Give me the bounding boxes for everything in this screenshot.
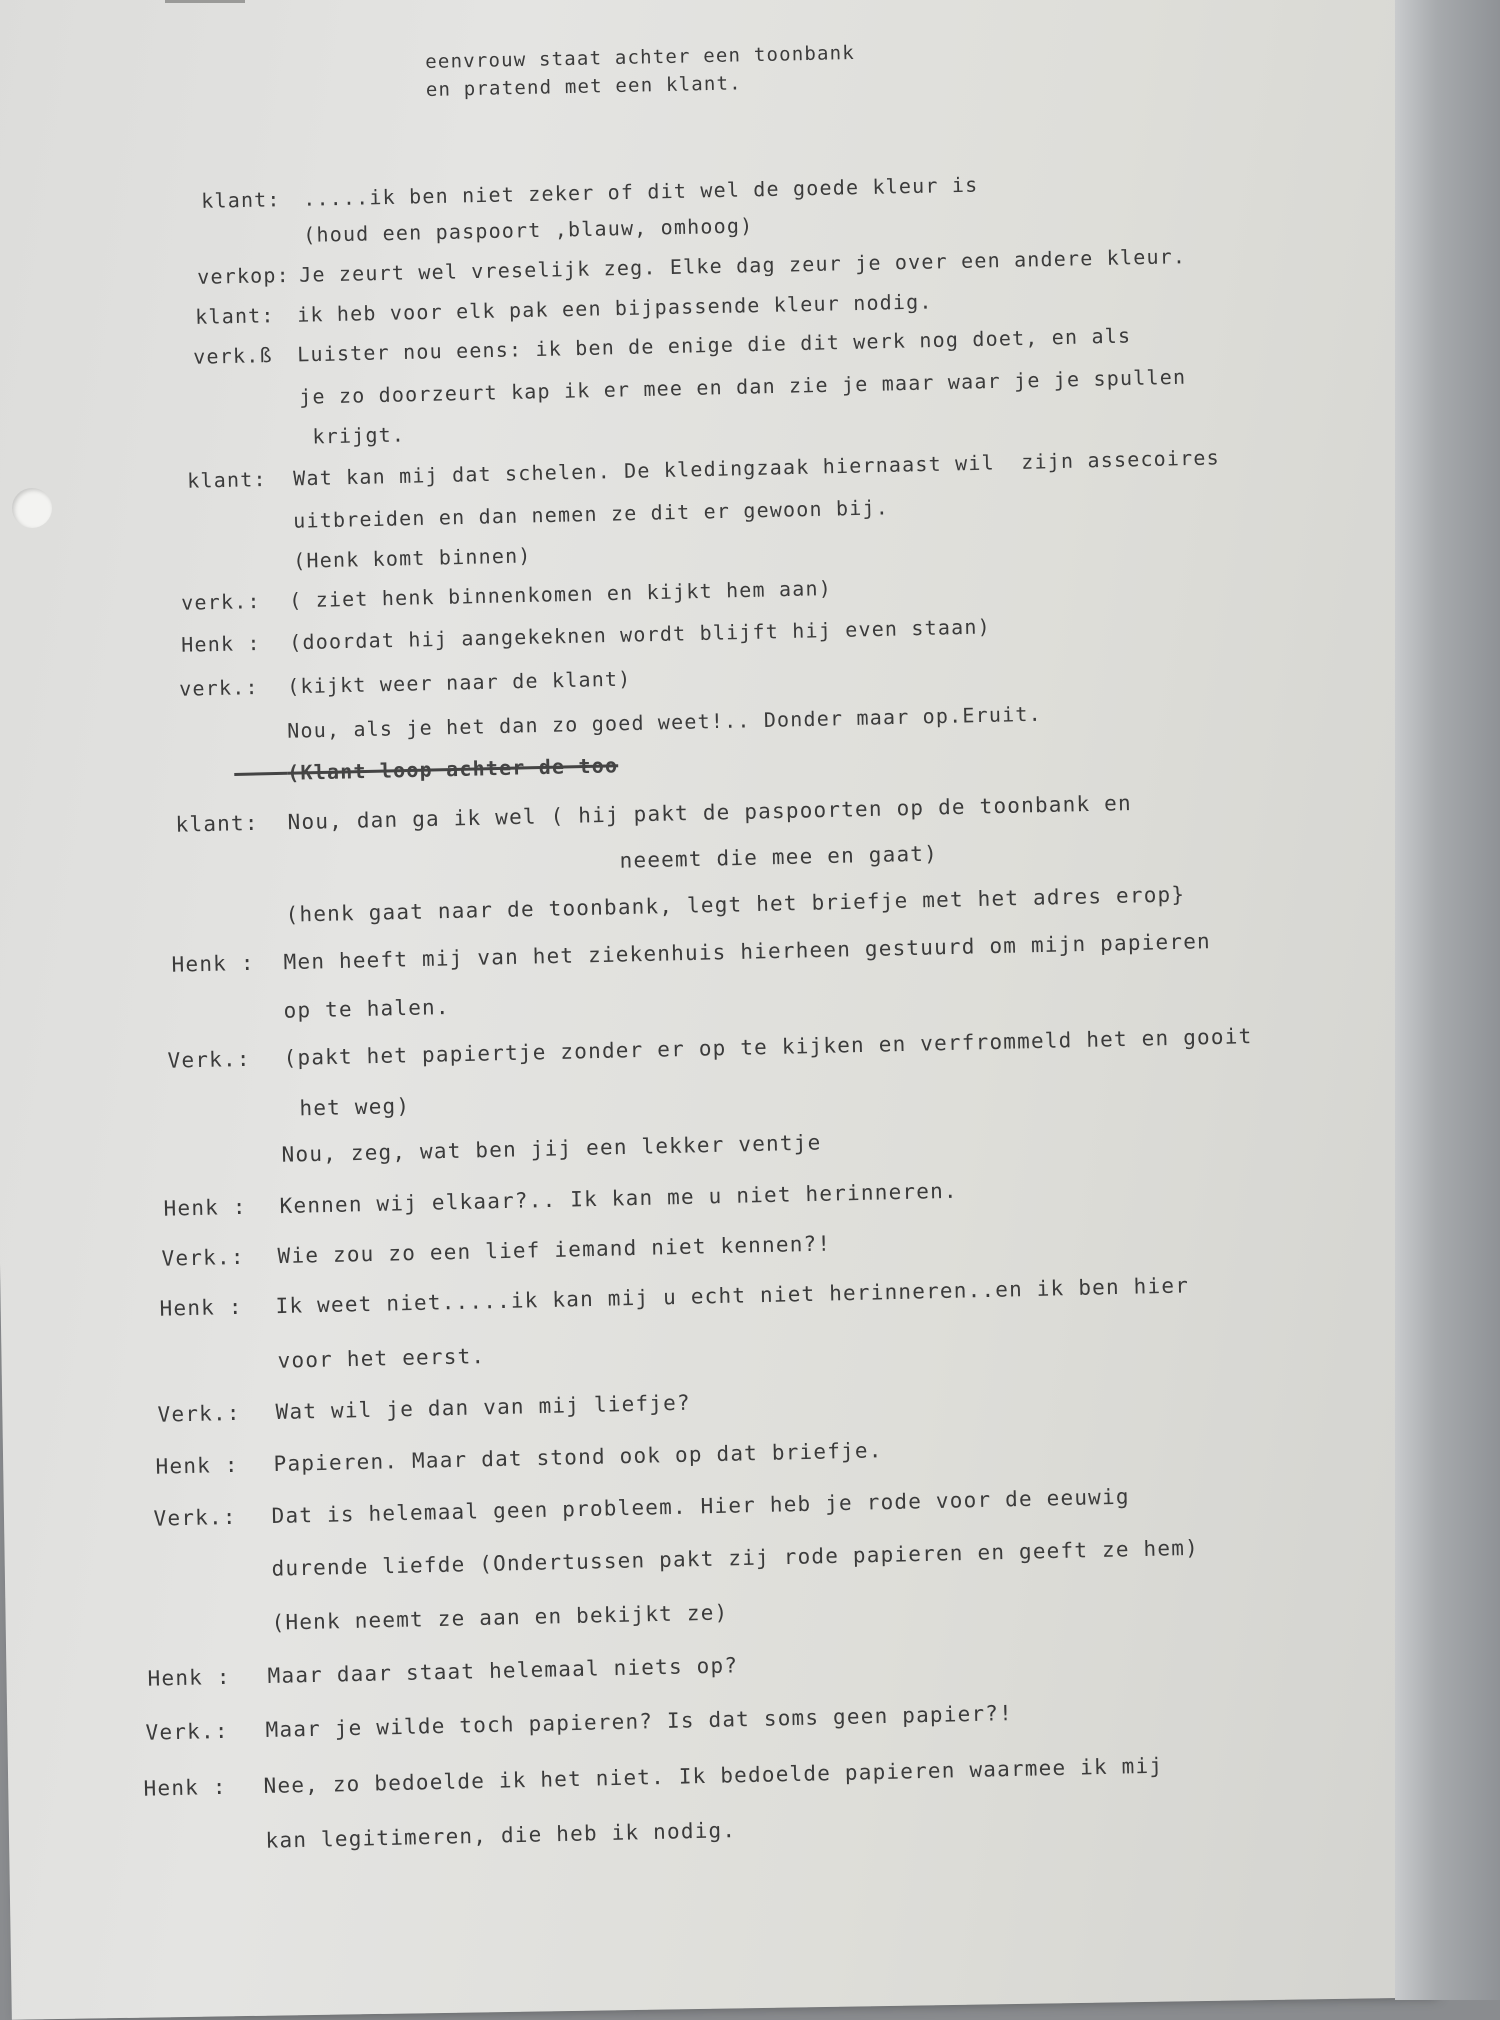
speaker-label: verkop: — [196, 262, 291, 289]
line-text: Je zeurt wel vreselijk zeg. Elke dag zeur je over een andere kleur. — [298, 244, 1187, 287]
line-text: (houd een paspoort ,blauw, omhoog) — [302, 213, 754, 247]
line-text: durende liefde (Ondertussen pakt zij rode papieren en geeft ze hem) — [271, 1535, 1200, 1581]
speaker-label: Henk : — [171, 950, 255, 977]
struck-out-line — [233, 729, 618, 786]
dialogue-line — [91, 1629, 738, 1692]
line-text: Nou, dan ga ik wel ( hij pakt de paspoorten op de toonbank en — [287, 791, 1133, 835]
line-text: (kijkt weer naar de klant) — [286, 666, 632, 699]
line-text: je zo doorzeurt kap ik er mee en dan zie je maar waar je je spullen — [298, 364, 1187, 409]
line-text: Wie zou zo een lief iemand niet kennen?! — [277, 1231, 832, 1269]
speaker-label: verk.: — [180, 588, 261, 615]
line-text: voor het eerst. — [277, 1344, 486, 1373]
header-line-2: en pratend met een klant. — [425, 72, 743, 101]
line-text: Men heeft mij van het ziekenhuis hierheen gestuurd om mijn papieren — [283, 929, 1212, 975]
line-text: Wat kan mij dat schelen. De kledingzaak hiernaast wil zijn assecoires — [292, 445, 1221, 491]
line-text: kan legitimeren, die heb ik nodig. — [265, 1818, 737, 1853]
line-text: ( ziet henk binnenkomen en kijkt hem aan) — [288, 576, 833, 613]
speaker-label: Henk : — [143, 1774, 227, 1801]
line-text: Luister nou eens: ik ben de enige die dit werk nog doet, en als — [296, 323, 1132, 367]
line-text: Ik weet niet.....ik kan mij u echt niet herinneren..en ik ben hier — [275, 1273, 1190, 1319]
header-line-1: eenvrouw staat achter een toonbank — [425, 41, 856, 73]
line-text: uitbreiden en dan nemen ze dit er gewoon bij. — [292, 495, 890, 533]
line-text: het weg) — [285, 1093, 411, 1121]
line-text: Nou, als je het dan zo goed weet!.. Donder maar op.Eruit. — [286, 701, 1043, 743]
dialogue-line — [209, 1794, 736, 1854]
speaker-label: verk.: — [178, 674, 259, 701]
speaker-label: klant: — [175, 810, 259, 837]
speaker-label: Henk : — [147, 1664, 231, 1691]
speaker-label: Henk : — [180, 630, 261, 657]
dialogue-line — [229, 1070, 410, 1122]
line-text: krijgt. — [298, 422, 406, 449]
speaker-label: Henk : — [163, 1194, 247, 1221]
stage-direction-header — [425, 39, 856, 104]
line-text: ik heb voor elk pak een bijpassende kleur nodig. — [296, 289, 933, 327]
speaker-label: klant: — [194, 303, 275, 329]
speaker-label: Verk.: — [145, 1718, 229, 1745]
line-text: Wat wil je dan van mij liefje? — [275, 1390, 692, 1425]
speaker-label: klant: — [200, 187, 281, 213]
background-surface — [1395, 0, 1500, 2000]
line-text: op te halen. — [283, 994, 450, 1023]
speaker-label: Verk.: — [153, 1504, 237, 1531]
line-text: (Klant loop achter de too — [286, 753, 619, 785]
line-text: (henk gaat naar de toonbank, legt het briefje met het adres erop} — [285, 882, 1186, 927]
speaker-label: Verk.: — [167, 1046, 251, 1073]
speaker-label: klant: — [186, 466, 267, 493]
speaker-label: Verk.: — [161, 1244, 245, 1271]
line-text: Maar daar staat helemaal niets op? — [267, 1653, 739, 1689]
line-text: (pakt het papiertje zonder er op te kijken en verfrommeld het en gooit — [283, 1024, 1253, 1071]
line-text: Kennen wij elkaar?.. Ik kan me u niet herinneren. — [279, 1178, 959, 1219]
line-text: (Henk komt binnen) — [292, 543, 532, 573]
speaker-label: Henk : — [159, 1294, 243, 1321]
dialogue-line — [215, 1576, 728, 1636]
dialogue-line — [101, 1367, 691, 1428]
line-text: Papieren. Maar dat stond ook op dat briefje. — [273, 1438, 883, 1477]
speaker-label: Henk : — [155, 1452, 239, 1479]
line-text: Nou, zeg, wat ben jij een lekker ventje — [281, 1130, 822, 1167]
dialogue-line — [221, 1320, 485, 1374]
line-text: (Henk neemt ze aan en bekijkt ze) — [271, 1600, 729, 1635]
dialogue-line — [227, 971, 450, 1024]
line-text: neeemt die mee en gaat) — [619, 841, 939, 873]
line-text: .....ik ben niet zeker of dit wel de goede kleur is — [302, 172, 979, 211]
line-text: (doordat hij aangekeknen wordt blijft hij even staan) — [288, 614, 992, 655]
line-text: Nee, zo bedoelde ik het niet. Ik bedoelde papieren waarmee ik mij — [263, 1753, 1164, 1799]
line-text: Maar je wilde toch papieren? Is dat soms geen papier?! — [265, 1701, 1014, 1743]
speaker-label: verk.ß — [192, 342, 273, 369]
speaker-label: Verk.: — [157, 1400, 241, 1427]
line-text: Dat is helemaal geen probleem. Hier heb je rode voor de eeuwig — [271, 1484, 1130, 1529]
